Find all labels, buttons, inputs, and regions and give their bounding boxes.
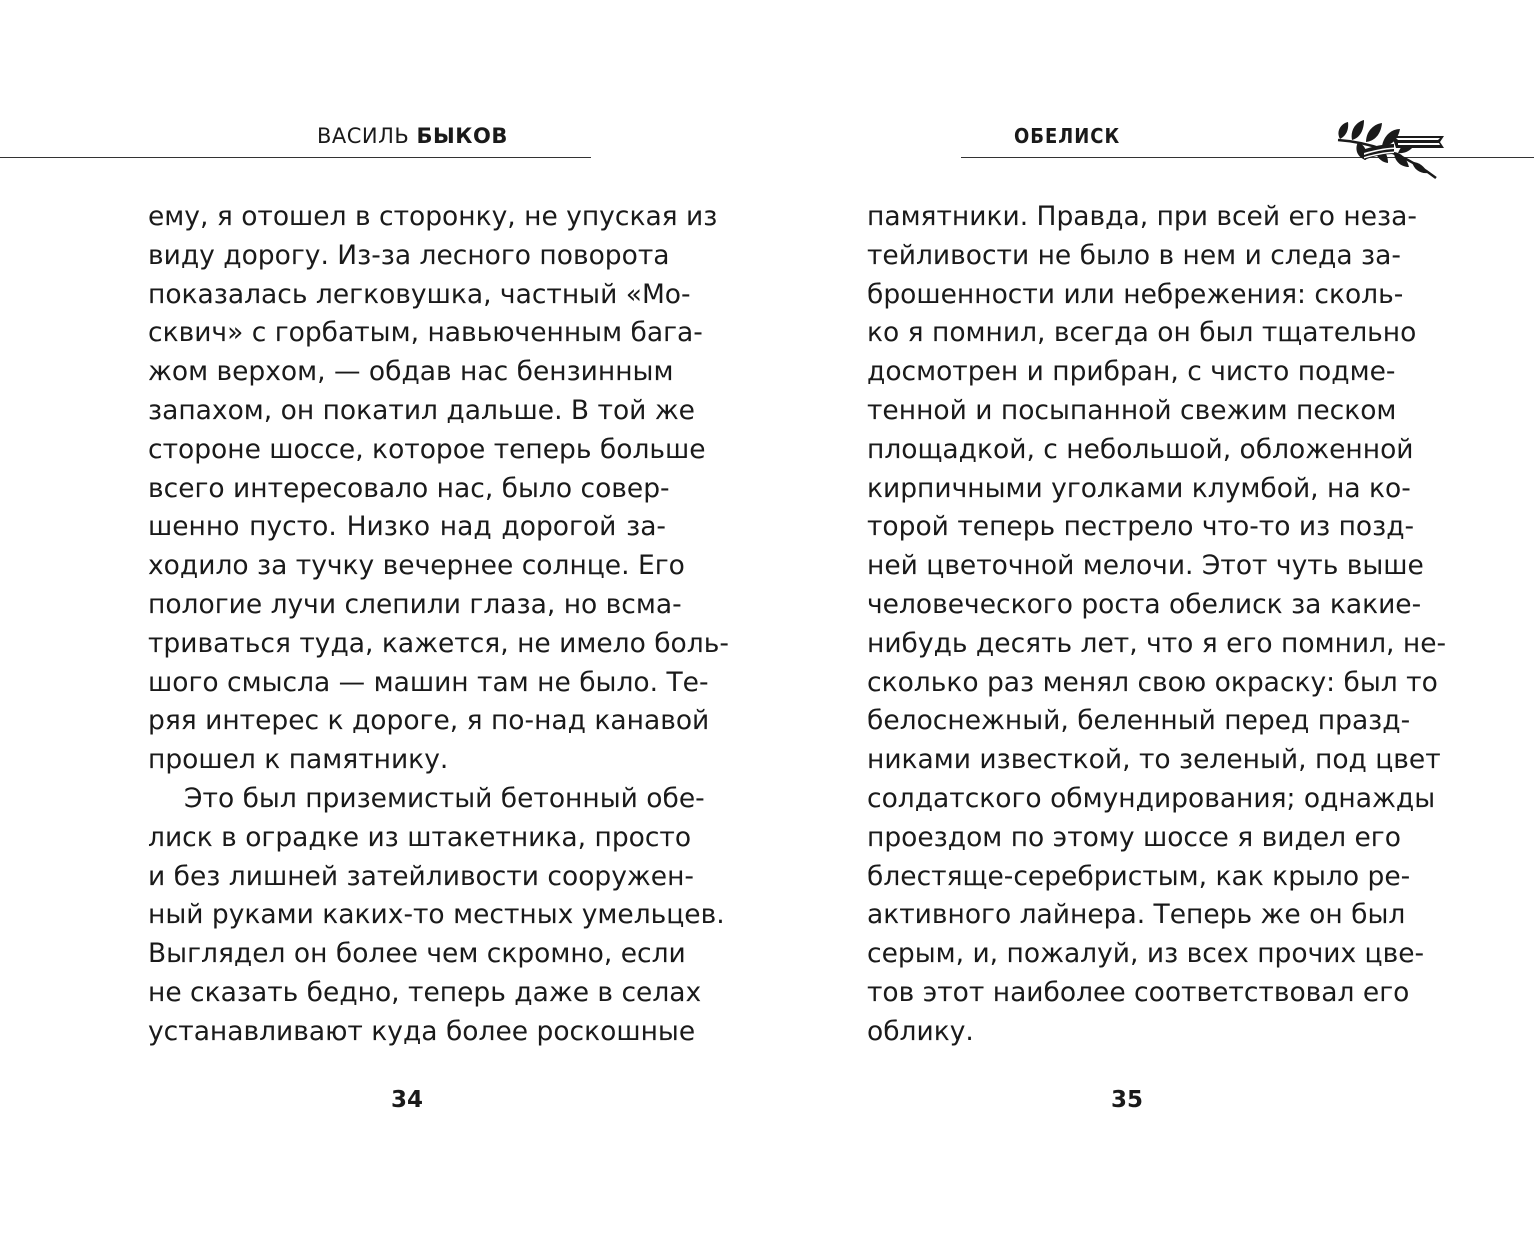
- text-line: ему, я отошел в сторонку, не упуская из: [148, 201, 718, 232]
- text-line: тенной и посыпанной свежим песком: [867, 394, 1397, 426]
- text-line: солдатского обмундирования; однажды: [867, 782, 1436, 814]
- author-last-name: БЫКОВ: [416, 124, 508, 148]
- text-line: сколько раз менял свою окраску: был то: [867, 666, 1438, 698]
- text-line: ней цветочной мелочи. Этот чуть выше: [867, 550, 1424, 582]
- body-text-left: [148, 198, 729, 1052]
- text-line: ный руками каких-то местных умельцев.: [148, 899, 725, 931]
- text-line: триваться туда, кажется, не имело боль-: [148, 627, 729, 659]
- author-first-name: ВАСИЛЬ: [317, 124, 410, 148]
- page-number: 34: [390, 1087, 423, 1113]
- text-line: человеческого роста обелиск за какие-: [867, 588, 1422, 620]
- header-rule: [0, 157, 591, 158]
- text-line: стороне шоссе, которое теперь больше: [148, 433, 706, 465]
- text-line-paragraph-start: Это был приземистый бетонный обе-: [184, 782, 705, 814]
- text-line: жом верхом, — обдав нас бензинным: [148, 356, 674, 388]
- text-line: активного лайнера. Теперь же он был: [867, 899, 1406, 931]
- text-line: показалась легковушка, частный «Мо-: [148, 278, 691, 310]
- text-line: серым, и, пожалуй, из всех прочих цве-: [867, 938, 1425, 970]
- text-line: запахом, он покатил дальше. В той же: [148, 394, 695, 426]
- laurel-branch-ribbon-icon: [1332, 112, 1448, 182]
- text-line: тейливости не было в нем и следа за-: [867, 239, 1401, 271]
- text-line: тов этот наиболее соответствовал его: [867, 976, 1410, 1008]
- text-line: виду дорогу. Из-за лесного поворота: [148, 239, 670, 271]
- text-line: облику.: [867, 1015, 974, 1047]
- text-line: Выглядел он более чем скромно, если: [148, 938, 686, 970]
- text-line: ряя интерес к дороге, я по-над канавой: [148, 705, 710, 737]
- header-rule: [961, 157, 1534, 158]
- text-line: никами известкой, то зеленый, под цвет: [867, 744, 1441, 776]
- body-text-right: [867, 198, 1447, 1052]
- text-line: площадкой, с небольшой, обложенной: [867, 433, 1414, 465]
- running-head-author: [317, 124, 508, 150]
- text-line: блестяще-серебристым, как крыло ре-: [867, 860, 1411, 892]
- text-line: ко я помнил, всегда он был тщательно: [867, 317, 1417, 349]
- text-line: памятники. Правда, при всей его неза-: [867, 201, 1417, 232]
- text-line: нибудь десять лет, что я его помнил, не-: [867, 627, 1447, 659]
- text-line: ходило за тучку вечернее солнце. Его: [148, 550, 685, 582]
- text-line: досмотрен и прибран, с чисто подме-: [867, 356, 1396, 388]
- text-line: шенно пусто. Низко над дорогой за-: [148, 511, 666, 543]
- text-line: всего интересовало нас, было совер-: [148, 472, 670, 504]
- text-line: сквич» с горбатым, навьюченным бага-: [148, 317, 703, 349]
- text-line: торой теперь пестрело что-то из позд-: [867, 511, 1415, 543]
- text-line: пологие лучи слепили глаза, но всма-: [148, 588, 682, 620]
- text-line: не сказать бедно, теперь даже в селах: [148, 976, 702, 1008]
- running-head-title: ОБЕЛИСК: [1014, 124, 1121, 148]
- text-line: прошел к памятнику.: [148, 744, 449, 776]
- text-line: устанавливают куда более роскошные: [148, 1015, 696, 1047]
- text-line: лиск в оградке из штакетника, просто: [148, 821, 692, 853]
- text-line: кирпичными уголками клумбой, на ко-: [867, 472, 1411, 504]
- right-page: [767, 0, 1534, 1240]
- text-line: проездом по этому шоссе я видел его: [867, 821, 1401, 853]
- page-number: 35: [1110, 1087, 1143, 1113]
- text-line: и без лишней затейливости сооружен-: [148, 860, 694, 892]
- text-line: шого смысла — машин там не было. Те-: [148, 666, 709, 698]
- text-line: брошенности или небрежения: сколь-: [867, 278, 1404, 310]
- text-line: белоснежный, беленный перед празд-: [867, 705, 1411, 737]
